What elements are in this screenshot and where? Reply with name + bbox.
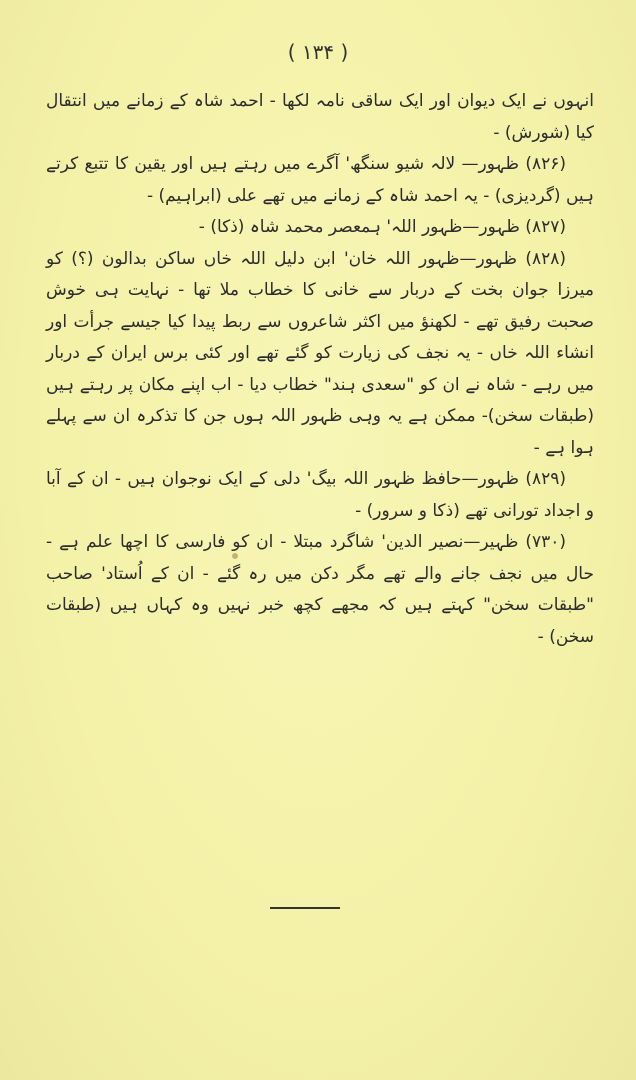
end-divider [270, 907, 340, 909]
paper-speck [232, 553, 238, 559]
page-number: ( ۱۳۴ ) [287, 40, 349, 64]
paragraph-intro: انہوں نے ایک دیوان اور ایک ساقی نامہ لکھا - احمد شاہ کے زمانے میں انتقال کیا (شورش) - [46, 91, 594, 143]
entry-829: (۸۲۹) ظہور—حافظ ظہور اللہ بیگ' دلی کے ایک نوجوان ہیں - ان کے آبا و اجداد تورانی تھے (ذکا و سرور) - [46, 469, 594, 521]
entry-730: (۷۳۰) ظہیر—نصیر الدین' شاگرد مبتلا - ان کو فارسی کا اچھا علم ہے - حال میں نجف جانے والے تھے مگر دکن میں رہ گئے - ان کے اُستاد' صاحب "طبقات سخن" کہتے ہیں کہ مجھے کچھ خبر نہیں وہ کہاں ہیں (طبقات سخن) - [46, 532, 594, 647]
entry-826: (۸۲۶) ظہور— لالہ شیو سنگھ' آگرے میں رہتے ہیں اور یقین کا تتبع کرتے ہیں (گردیزی) - یہ احمد شاہ کے زمانے میں تھے علی (ابراہیم) - [46, 154, 594, 206]
body-text [46, 86, 594, 653]
entry-828: (۸۲۸) ظہور—ظہور اللہ خان' ابن دلیل اللہ خاں ساکن بدالون (؟) کو میرزا جوان بخت کے دربار سے خانی کا خطاب ملا تھا - نہایت ہی خوش صحبت رفیق تھے - لکھنؤ میں اکثر شاعروں سے ربط پیدا کیا جیسے جرأت اور انشاء اللہ خاں - یہ نجف کی زیارت کو گئے تھے اور کئی برس ایران کے دربار میں رہے - شاہ نے ان کو "سعدی ہند" خطاب دیا - اب اپنے مکان پر رہتے ہیں (طبقات سخن)- ممکن ہے یہ وہی ظہور اللہ ہوں جن کا تذکرہ ان سے پہلے ہوا ہے - [46, 248, 594, 458]
entry-827: (۸۲۷) ظہور—ظہور اللہ' ہمعصر محمد شاہ (ذکا) - [198, 217, 566, 237]
